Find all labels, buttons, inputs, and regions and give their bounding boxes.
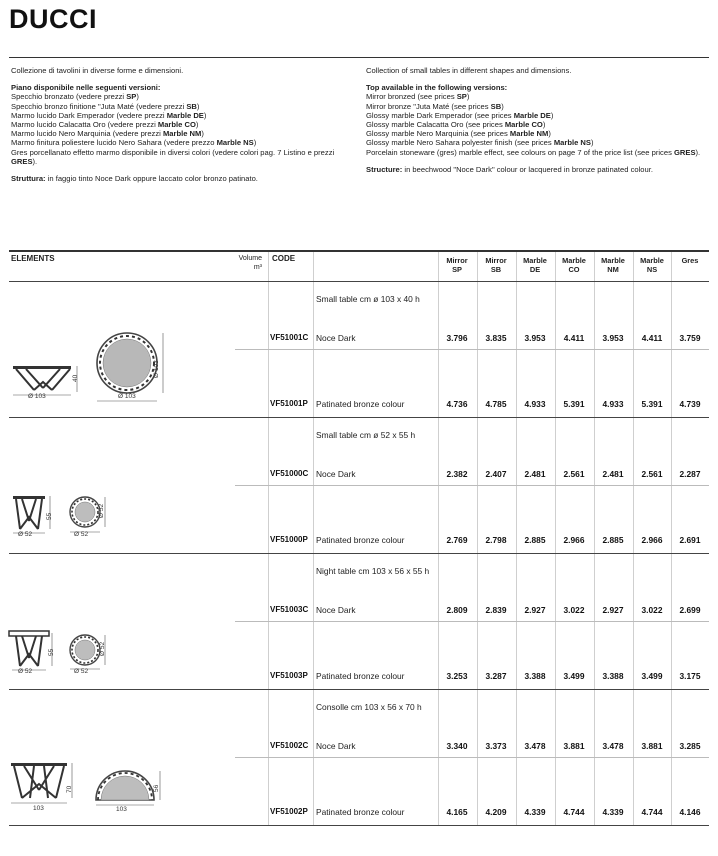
table-header-bottom-rule — [9, 281, 709, 282]
price-cell: 4.933 — [524, 399, 546, 409]
price-column-line2: CO — [568, 265, 580, 274]
row-divider — [235, 349, 709, 350]
group-divider — [9, 689, 709, 690]
top-version-en: Glossy marble Nero Sahara polyester finish (see prices Marble NS) — [366, 138, 594, 148]
dimension-label: 40 — [72, 374, 79, 382]
price-cell: 2.798 — [485, 535, 507, 545]
price-cell: 4.146 — [679, 807, 701, 817]
price-cell: 2.769 — [446, 535, 468, 545]
price-code: SB — [186, 101, 197, 111]
product-description: Night table cm 103 x 56 x 55 h — [316, 566, 430, 576]
column-divider — [268, 252, 269, 826]
price-cell: 4.165 — [446, 807, 468, 817]
finish-name: Noce Dark — [316, 333, 356, 343]
price-column-line1: Marble — [523, 256, 547, 265]
top-version-it: Gres porcellanato effetto marmo disponibile in diversi colori (vedere colori pag. 7 Listino e prezzi GRES). — [11, 147, 335, 166]
product-description: Small table cm ø 52 x 55 h — [316, 430, 416, 440]
top-version-en: Mirror bronze "Juta Maté (see prices SB) — [366, 101, 504, 111]
price-cell: 3.499 — [641, 671, 663, 681]
price-column-line1: Mirror — [485, 256, 507, 265]
price-cell: 2.407 — [485, 469, 507, 479]
price-cell: 3.022 — [563, 605, 585, 615]
top-version-it: Marmo finitura poliestere lucido Nero Sahara (vedere prezzo Marble NS) — [11, 138, 257, 148]
spacer — [366, 157, 711, 165]
price-column-header — [477, 256, 515, 274]
dimension-label: Ø 103 — [28, 393, 46, 400]
price-cell: 2.839 — [485, 605, 507, 615]
row-divider — [235, 621, 709, 622]
volume-header: Volume m³ — [238, 255, 262, 271]
price-column-header — [633, 256, 671, 274]
price-cell: 4.739 — [679, 399, 701, 409]
price-cell: 3.253 — [446, 671, 468, 681]
price-cell: 3.953 — [602, 333, 624, 343]
price-column-header — [594, 256, 632, 274]
price-cell: 3.796 — [446, 333, 468, 343]
spacer — [11, 166, 356, 174]
dimension-label: Ø 52 — [18, 531, 33, 538]
group-divider — [9, 825, 709, 826]
price-cell: 3.953 — [524, 333, 546, 343]
structure-text-en: Structure: in beechwood "Noce Dark" colour or lacquered in bronze patinated colour. — [366, 164, 653, 174]
price-code: Marble DE — [513, 110, 551, 120]
row-divider — [235, 485, 709, 486]
intro-italian — [11, 66, 356, 183]
price-cell: 3.287 — [485, 671, 507, 681]
price-cell: 3.175 — [679, 671, 701, 681]
structure-label: Struttura: — [11, 174, 46, 184]
price-code: GRES — [11, 156, 33, 166]
top-versions-heading-text: Piano disponibile nelle seguenti versioni: — [11, 83, 161, 93]
dimension-label: 55 — [48, 648, 55, 656]
price-cell: 3.388 — [602, 671, 624, 681]
price-column-line2: NS — [646, 265, 658, 274]
price-cell: 2.287 — [679, 469, 701, 479]
price-cell: 4.339 — [524, 807, 546, 817]
dimension-label: Ø 52 — [74, 531, 89, 538]
dimension-label: Ø 52 — [98, 503, 105, 518]
top-versions-heading-text: Top available in the following versions: — [366, 83, 508, 93]
price-cell: 2.885 — [602, 535, 624, 545]
product-code: VF51002P — [270, 807, 308, 816]
dimension-label: 103 — [116, 806, 127, 813]
price-column-line2: NM — [607, 265, 619, 274]
price-code: SP — [126, 92, 137, 102]
price-cell: 2.691 — [679, 535, 701, 545]
structure-label: Structure: — [366, 164, 403, 174]
price-cell: 2.809 — [446, 605, 468, 615]
price-column-header — [555, 256, 593, 274]
price-cell: 5.391 — [641, 399, 663, 409]
price-cell: 4.785 — [485, 399, 507, 409]
product-code: VF51002C — [270, 741, 309, 750]
price-code: Marble NM — [509, 129, 549, 139]
price-column-line1: Mirror — [446, 256, 468, 265]
price-cell: 2.966 — [563, 535, 585, 545]
price-cell: 2.481 — [524, 469, 546, 479]
price-column-line1: Marble — [562, 256, 586, 265]
price-cell: 4.933 — [602, 399, 624, 409]
price-column-line1: Gres — [681, 256, 699, 265]
top-version-it: Marmo lucido Nero Marquinia (vedere prezzi Marble NM) — [11, 129, 204, 139]
price-cell: 4.209 — [485, 807, 507, 817]
structure-text-it: Struttura: in faggio tinto Noce Dark oppure laccato color bronzo patinato. — [11, 174, 258, 184]
top-versions-heading-en — [366, 83, 711, 92]
price-cell: 4.744 — [563, 807, 585, 817]
price-cell: 3.835 — [485, 333, 507, 343]
page-title: DUCCI — [9, 4, 97, 34]
price-column-line2: DE — [529, 265, 541, 274]
dimension-label: Ø 103 — [153, 360, 160, 378]
dimension-label: 55 — [46, 512, 53, 520]
price-cell: 2.382 — [446, 469, 468, 479]
finish-name: Patinated bronze colour — [316, 671, 405, 681]
price-cell: 3.373 — [485, 741, 507, 751]
price-cell: 3.499 — [563, 671, 585, 681]
top-version-it: Marmo lucido Calacatta Oro (vedere prezzi Marble CO) — [11, 120, 199, 130]
price-cell: 2.561 — [563, 469, 585, 479]
product-code: VF51000C — [270, 469, 309, 478]
product-code: VF51001C — [270, 333, 309, 342]
price-cell: 3.881 — [641, 741, 663, 751]
price-code: Marble NS — [216, 138, 254, 148]
price-cell: 3.285 — [679, 741, 701, 751]
price-column-line2: SB — [490, 265, 502, 274]
price-code: Marble CO — [504, 120, 543, 130]
finish-name: Noce Dark — [316, 469, 356, 479]
price-cell: 2.927 — [524, 605, 546, 615]
price-cell: 3.881 — [563, 741, 585, 751]
price-code: SB — [490, 101, 502, 111]
price-cell: 2.885 — [524, 535, 546, 545]
price-cell: 4.411 — [641, 333, 663, 343]
finish-name: Patinated bronze colour — [316, 535, 405, 545]
price-cell: 3.478 — [524, 741, 546, 751]
price-code: Marble NS — [553, 138, 591, 148]
price-column-header — [671, 256, 709, 265]
price-code: GRES — [673, 147, 696, 157]
product-description: Consolle cm 103 x 56 x 70 h — [316, 702, 422, 712]
top-version-en: Glossy marble Calacatta Oro (see prices Marble CO) — [366, 120, 546, 130]
price-cell: 3.340 — [446, 741, 468, 751]
price-column-line1: Marble — [601, 256, 625, 265]
intro-english — [366, 66, 711, 174]
price-cell: 2.966 — [641, 535, 663, 545]
code-header: CODE — [272, 254, 296, 263]
price-cell: 2.699 — [679, 605, 701, 615]
price-cell: 3.478 — [602, 741, 624, 751]
product-code: VF51003C — [270, 605, 309, 614]
price-column-line1: Marble — [640, 256, 664, 265]
finish-name: Noce Dark — [316, 605, 356, 615]
price-cell: 2.481 — [602, 469, 624, 479]
price-cell: 3.022 — [641, 605, 663, 615]
dimension-label: Ø 52 — [74, 668, 89, 675]
dimension-label: 103 — [33, 805, 44, 812]
top-version-en: Glossy marble Nero Marquinia (see prices Marble NM) — [366, 129, 551, 139]
dimension-label: Ø 103 — [118, 393, 136, 400]
table-header-top-rule — [9, 250, 709, 252]
product-code: VF51003P — [270, 671, 308, 680]
dimension-label: Ø 52 — [99, 641, 106, 656]
elements-header: ELEMENTS — [11, 254, 55, 263]
collection-text-it: Collezione di tavolini in diverse forme e dimensioni. — [11, 66, 184, 75]
price-code: Marble DE — [166, 110, 204, 120]
dimension-label: 56 — [153, 784, 160, 792]
price-cell: 5.391 — [563, 399, 585, 409]
title-divider — [9, 57, 709, 58]
finish-name: Patinated bronze colour — [316, 399, 405, 409]
price-cell: 2.927 — [602, 605, 624, 615]
price-cell: 4.736 — [446, 399, 468, 409]
top-version-en: Mirror bronzed (see prices SP) — [366, 92, 470, 102]
top-version-it: Marmo lucido Dark Emperador (vedere prezzi Marble DE) — [11, 110, 207, 120]
finish-name: Patinated bronze colour — [316, 807, 405, 817]
price-code: SP — [456, 92, 467, 102]
top-version-it: Specchio bronzo finitione "Juta Maté (vedere prezzi SB) — [11, 101, 200, 111]
dimension-label: 70 — [66, 785, 73, 793]
collection-text-en: Collection of small tables in different shapes and dimensions. — [366, 66, 572, 75]
finish-name: Noce Dark — [316, 741, 356, 751]
price-cell: 3.388 — [524, 671, 546, 681]
price-cell: 3.759 — [679, 333, 701, 343]
row-divider — [235, 757, 709, 758]
price-column-header — [438, 256, 476, 274]
price-cell: 4.339 — [602, 807, 624, 817]
top-version-en: Porcelain stoneware (gres) marble effect, see colours on page 7 of the price list (see prices GRES). — [366, 147, 701, 157]
price-code: Marble CO — [157, 120, 196, 130]
group-divider — [9, 553, 709, 554]
top-versions-heading-it — [11, 83, 356, 92]
top-version-it: Specchio bronzato (vedere prezzi SP) — [11, 92, 139, 102]
product-description: Small table cm ø 103 x 40 h — [316, 294, 420, 304]
dimension-label: Ø 52 — [18, 668, 33, 675]
column-divider — [313, 252, 314, 826]
price-column-line2: SP — [452, 265, 462, 274]
spacer — [11, 75, 356, 83]
price-cell: 2.561 — [641, 469, 663, 479]
product-code: VF51001P — [270, 399, 308, 408]
price-cell: 4.744 — [641, 807, 663, 817]
price-column-header — [516, 256, 554, 274]
price-cell: 4.411 — [563, 333, 585, 343]
top-version-en: Glossy marble Dark Emperador (see prices Marble DE) — [366, 110, 554, 120]
spacer — [366, 75, 711, 83]
product-code: VF51000P — [270, 535, 308, 544]
price-code: Marble NM — [162, 129, 202, 139]
